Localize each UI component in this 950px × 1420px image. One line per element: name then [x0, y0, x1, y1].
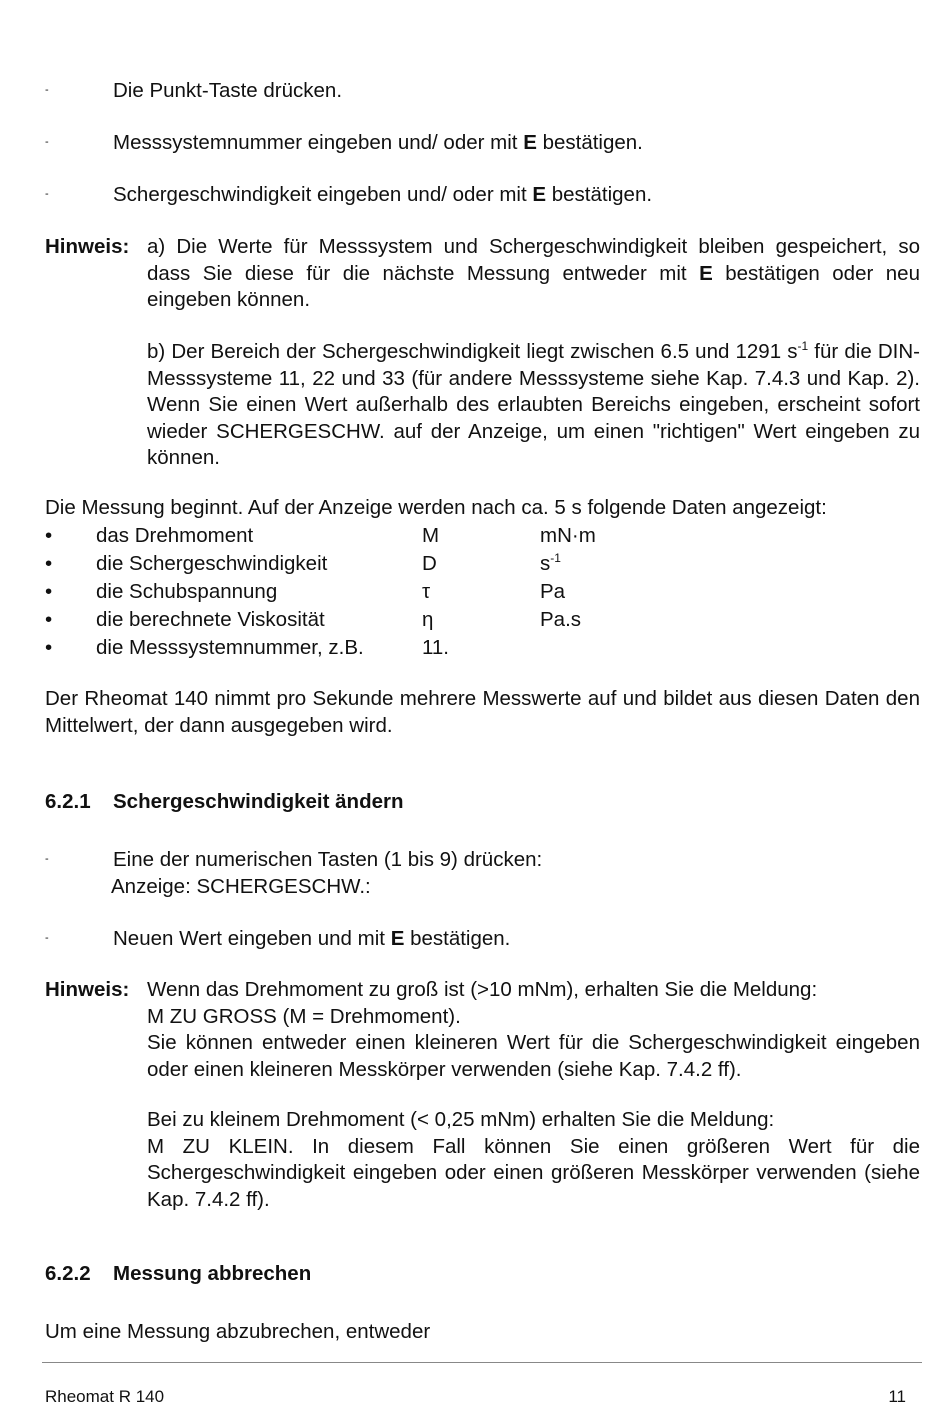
section-heading — [45, 788, 404, 815]
dash-marker: - — [45, 853, 49, 865]
section-number: 6.2.1 — [45, 790, 91, 813]
bullet: • — [45, 524, 53, 547]
step-text: Messsystemnummer eingeben und/ oder mit E bestätigen. — [113, 131, 643, 154]
quantity-unit: Pa.s — [540, 608, 582, 631]
note-line: M ZU KLEIN. In diesem Fall können Sie einen größeren Wert für die Schergeschwindigkeit eingeben oder einen größeren Messkörper verwenden (siehe Kap. 7.4.2 ff). — [147, 1134, 920, 1211]
note-line: Bei zu kleinem Drehmoment (< 0,25 mNm) erhalten Sie die Meldung: — [147, 1108, 775, 1131]
note-item-a: a) Die Werte für Messsystem und Schergeschwindigkeit bleiben gespeichert, so dass Sie diese für die nächste Messung entweder mit E bestätigen oder neu eingeben können. — [147, 235, 920, 311]
measure-intro: Die Messung beginnt. Auf der Anzeige werden nach ca. 5 s folgende Daten angezeigt: — [45, 496, 827, 519]
bullet: • — [45, 608, 53, 631]
dash-marker: - — [45, 136, 49, 148]
list-item — [45, 550, 925, 577]
key-e: E — [523, 131, 537, 154]
key-e: E — [532, 183, 547, 206]
note-body — [147, 977, 920, 1083]
quantity-name: die Messsystemnummer, z.B. — [96, 636, 364, 659]
quantity-symbol: τ — [422, 580, 431, 603]
note-item-b: b) Der Bereich der Schergeschwindigkeit liegt zwischen 6.5 und 1291 $s^{-1}$ für die DIN-Messsysteme 11, 22 und 33 (für andere Messsysteme siehe Kap. 7.4.3 und Kap. 2). Wenn Sie einen Wert außerhalb des erlaubten Bereichs eingeben, erscheint sofort wieder SCHERGESCHW. auf der Anzeige, um einen "richtigen" Wert eingeben zu können. — [147, 339, 920, 469]
note-body — [147, 1107, 920, 1213]
body-paragraph: Um eine Messung abzubrechen, entweder — [45, 1320, 431, 1343]
dash-marker: - — [45, 188, 49, 200]
quantity-name: die berechnete Viskosität — [96, 608, 325, 631]
note-body — [147, 339, 920, 472]
dash-marker: - — [45, 932, 49, 944]
quantity-symbol: η — [422, 608, 434, 631]
quantity-symbol: M — [422, 524, 440, 547]
note-body — [147, 234, 920, 314]
list-item — [45, 578, 925, 605]
section-number: 6.2.2 — [45, 1262, 91, 1285]
page-number: 11 — [888, 1387, 906, 1406]
body-paragraph: Der Rheomat 140 nimmt pro Sekunde mehrere Messwerte auf und bildet aus diesen Daten den Mittelwert, der dann ausgegeben wird. — [45, 687, 920, 737]
key-e: E — [390, 927, 405, 950]
bullet: • — [45, 552, 53, 575]
dash-marker: - — [45, 84, 49, 96]
bullet: • — [45, 636, 53, 659]
display-readout: Anzeige: SCHERGESCHW.: — [111, 875, 371, 898]
note-line: Sie können entweder einen kleineren Wert für die Schergeschwindigkeit eingeben oder einen kleineren Messkörper verwenden (siehe Kap. 7.4.2 ff). — [147, 1031, 920, 1081]
footer-title: Rheomat R 140 — [45, 1387, 165, 1406]
quantity-name: das Drehmoment — [96, 524, 254, 547]
quantity-unit: Pa — [540, 580, 566, 603]
step-text: Neuen Wert eingeben und mit E bestätigen. — [113, 927, 511, 950]
step-text: Die Punkt-Taste drücken. — [113, 79, 343, 102]
note-line: M ZU GROSS (M = Drehmoment). — [147, 1004, 461, 1028]
step-text: Eine der numerischen Tasten (1 bis 9) drücken: — [113, 848, 543, 871]
note-label: Hinweis: — [45, 978, 130, 1001]
section-heading — [45, 1260, 311, 1287]
section-title: Schergeschwindigkeit ändern — [113, 790, 404, 813]
list-item — [45, 634, 925, 661]
bullet: • — [45, 580, 53, 603]
list-item — [45, 606, 925, 633]
footer-rule — [42, 1362, 922, 1363]
quantity-unit: mN·m — [540, 524, 596, 547]
note-line: Wenn das Drehmoment zu groß ist (>10 mNm), erhalten Sie die Meldung: — [147, 978, 818, 1001]
quantity-name: die Schergeschwindigkeit — [96, 552, 328, 575]
note-label: Hinweis: — [45, 235, 130, 258]
key-e: E — [699, 261, 713, 285]
quantity-name: die Schubspannung — [96, 580, 278, 603]
step-text: Schergeschwindigkeit eingeben und/ oder mit E bestätigen. — [113, 183, 653, 206]
list-item — [45, 522, 925, 549]
section-title: Messung abbrechen — [113, 1262, 312, 1285]
quantity-symbol: 11. — [422, 636, 449, 659]
quantity-symbol: D — [422, 552, 437, 575]
quantity-unit: $s^{-1}$ — [540, 551, 561, 575]
